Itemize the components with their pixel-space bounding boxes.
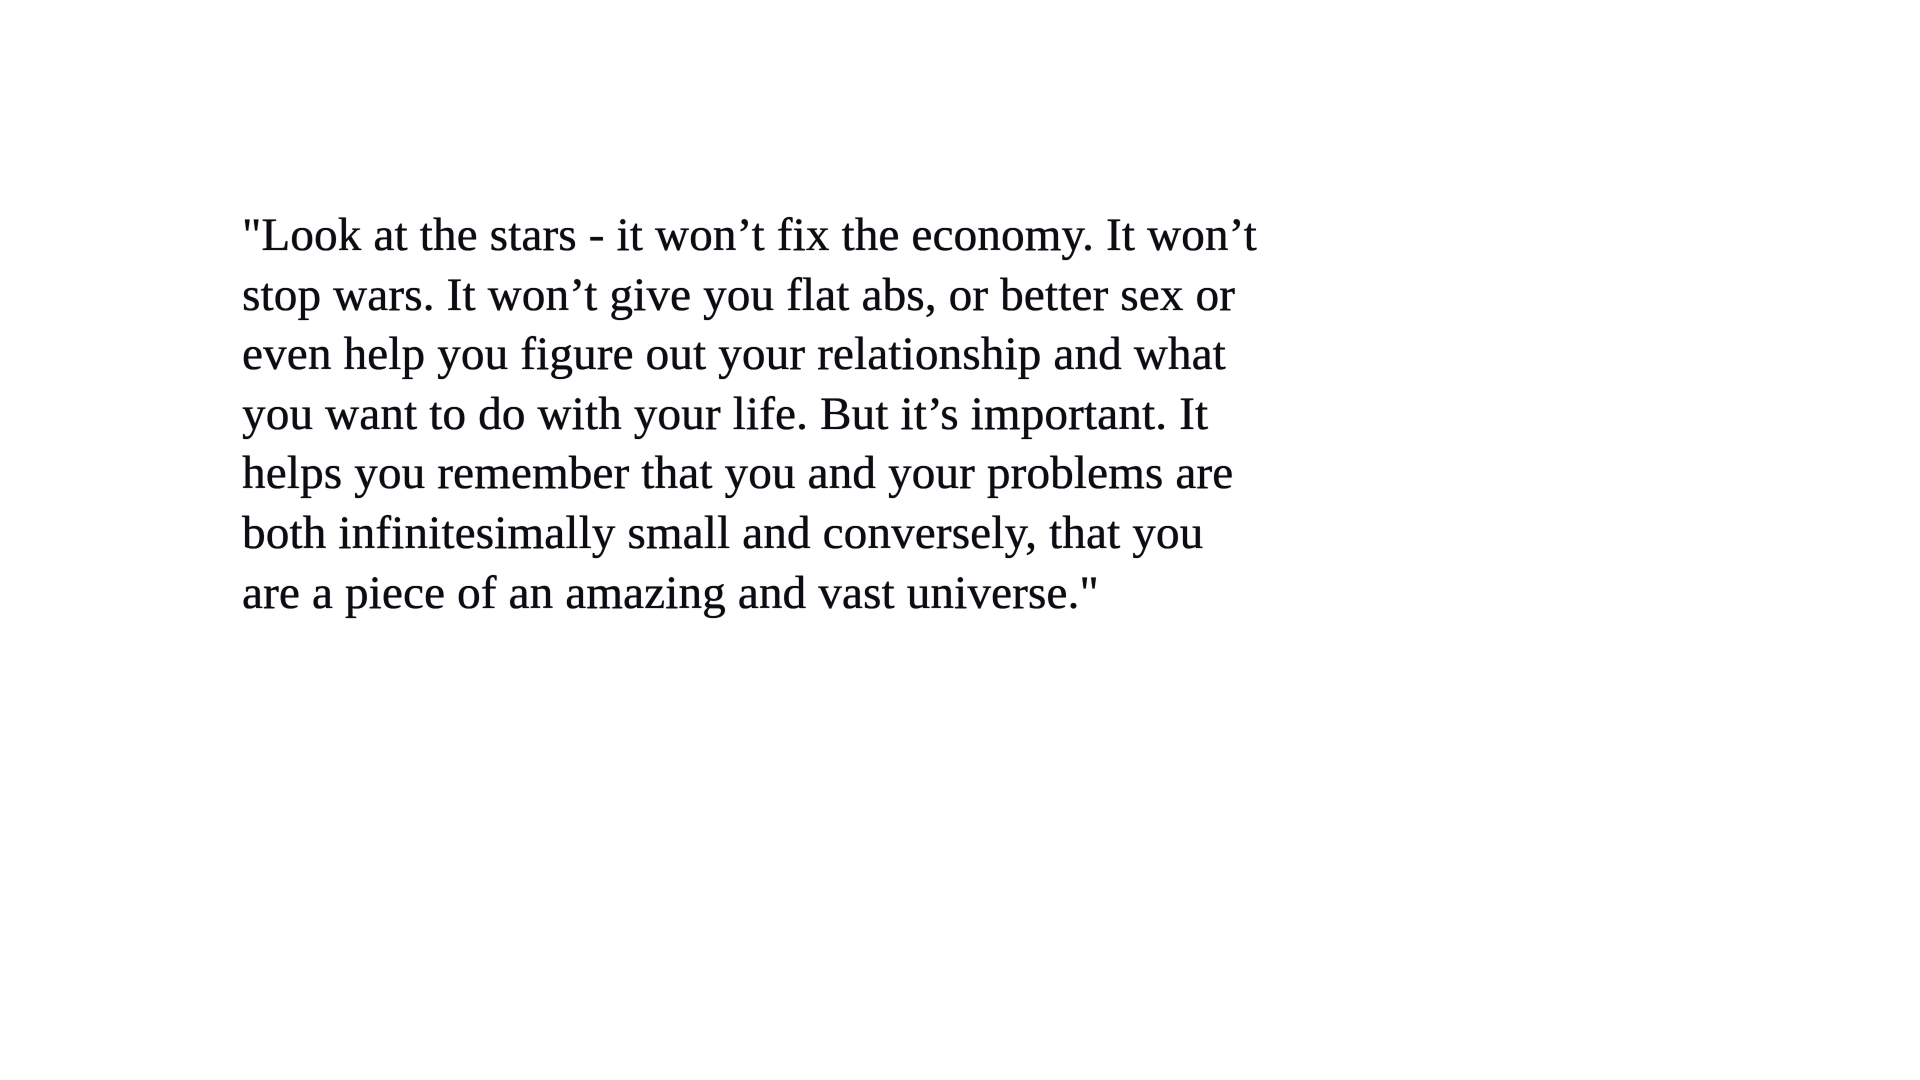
quote-line: even help you figure out your relationship and what <box>242 328 1226 381</box>
quote-line: stop wars. It won’t give you flat abs, or better sex or <box>242 268 1235 321</box>
quote-line: "Look at the stars - it won’t fix the economy. It won’t <box>242 209 1257 261</box>
quote-line: both infinitesimally small and conversely, that you <box>242 506 1204 559</box>
quote-line: are a piece of an amazing and vast universe." <box>242 566 1099 619</box>
quote-block <box>242 206 1542 623</box>
quote-line: you want to do with your life. But it’s important. It <box>242 387 1209 440</box>
quote-line: helps you remember that you and your problems are <box>242 447 1234 500</box>
